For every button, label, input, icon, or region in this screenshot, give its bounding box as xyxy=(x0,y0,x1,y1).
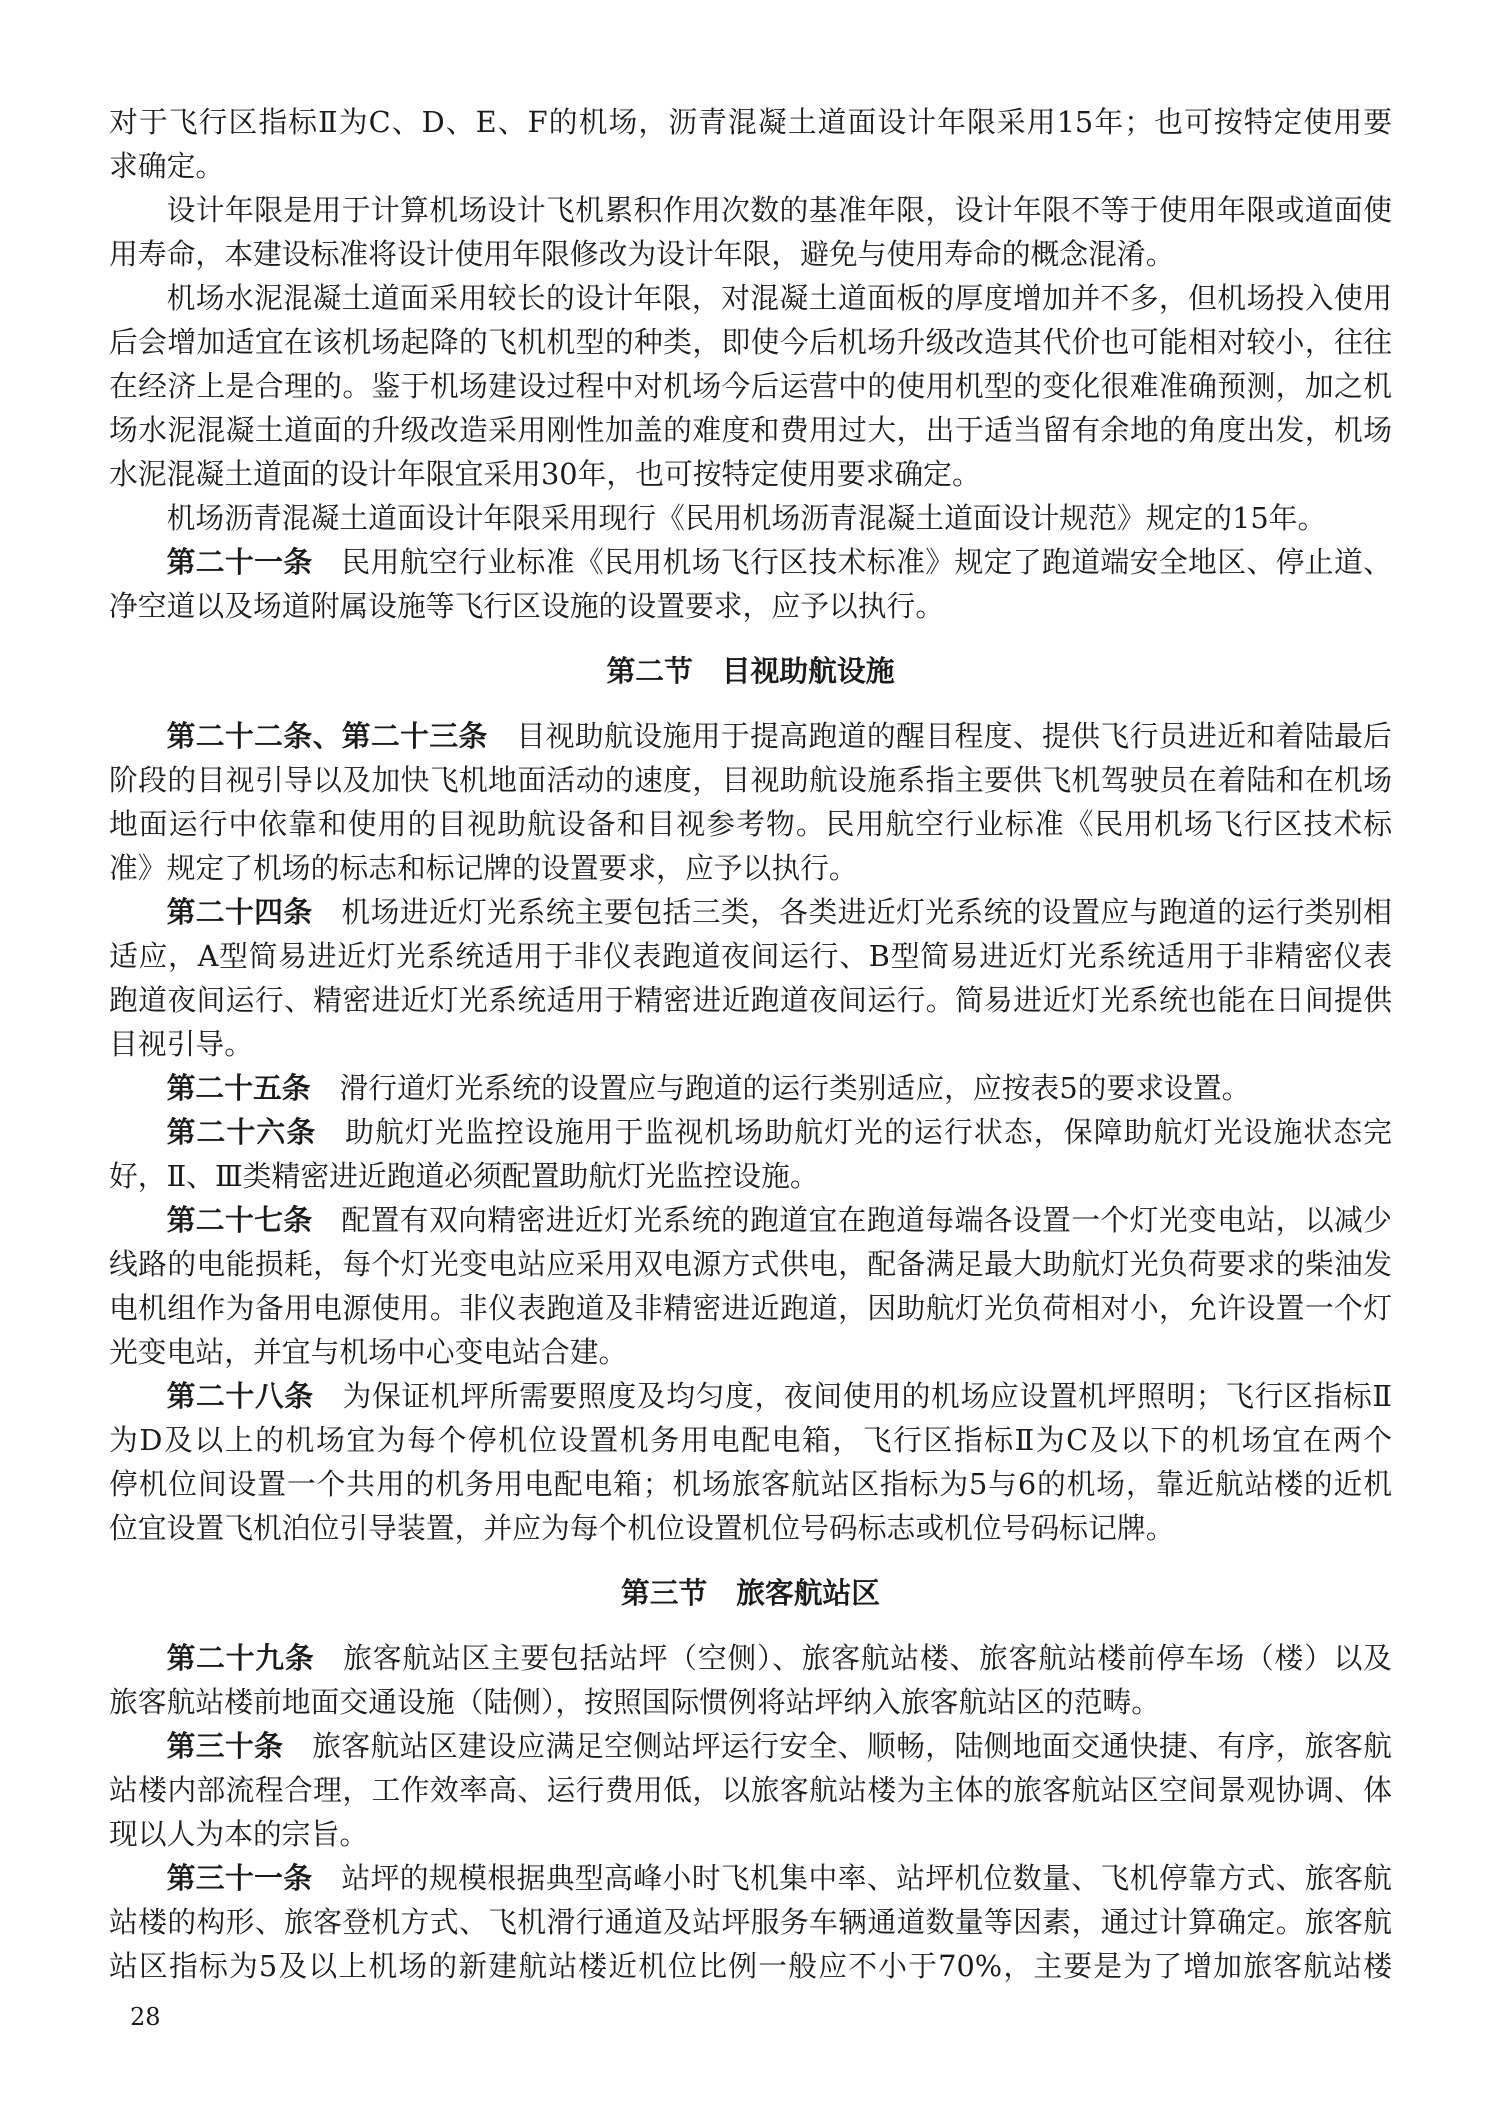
line-text: 在经济上是合理的。鉴于机场建设过程中对机场今后运营中的使用机型的变化很难准确预测，加之机 xyxy=(109,369,1392,403)
text-line xyxy=(109,408,1392,452)
line-text: 滑行道灯光系统的设置应与跑道的运行类别适应，应按表5的要求设置。 xyxy=(339,1071,1251,1105)
line-text: 为D及以上的机场宜为每个停机位设置机务用电配电箱，飞行区指标Ⅱ为C及以下的机场宜在两个 xyxy=(109,1423,1392,1457)
text-line xyxy=(109,452,1392,496)
text-line xyxy=(109,144,1392,188)
line-text: 机场水泥混凝土道面采用较长的设计年限，对混凝土道面板的厚度增加并不多，但机场投入使用 xyxy=(166,281,1392,315)
text-line xyxy=(109,232,1392,276)
text-line xyxy=(109,1110,1392,1154)
section-title: 目视助航设施 xyxy=(721,654,895,688)
text-line xyxy=(109,1242,1392,1286)
text-line xyxy=(109,364,1392,408)
paragraph xyxy=(109,714,1392,890)
text-line xyxy=(109,584,1392,628)
line-text: 跑道夜间运行、精密进近灯光系统适用于精密进近跑道夜间运行。简易进近灯光系统也能在日间提供 xyxy=(109,983,1392,1017)
line-text: 旅客航站楼前地面交通设施（陆侧），按照国际惯例将站坪纳入旅客航站区的范畴。 xyxy=(109,1685,1161,1719)
line-text: 停机位间设置一个共用的机务用电配电箱；机场旅客航站区指标为5与6的机场，靠近航站楼的近机 xyxy=(109,1467,1392,1501)
text-line xyxy=(109,1856,1392,1900)
text-line xyxy=(109,1724,1392,1768)
line-text: 光变电站，并宜与机场中心变电站合建。 xyxy=(109,1335,628,1369)
line-text: 站楼的构形、旅客登机方式、飞机滑行通道及站坪服务车辆通道数量等因素，通过计算确定。旅客航 xyxy=(109,1905,1392,1939)
line-text: 地面运行中依靠和使用的目视助航设备和目视参考物。民用航空行业标准《民用机场飞行区技术标 xyxy=(109,807,1392,841)
line-text: 求确定。 xyxy=(109,149,225,183)
paragraph xyxy=(109,1856,1392,1988)
text-line xyxy=(109,1462,1392,1506)
line-text: 站区指标为5及以上机场的新建航站楼近机位比例一般应不小于70%，主要是为了增加旅客航站楼 xyxy=(109,1949,1392,1983)
page-number: 28 xyxy=(130,2003,161,2031)
article-number: 第二十八条 xyxy=(166,1379,314,1413)
section-number: 第三节 xyxy=(620,1576,708,1610)
text-line xyxy=(109,1812,1392,1856)
text-line xyxy=(109,714,1392,758)
line-text: 设计年限是用于计算机场设计飞机累积作用次数的基准年限，设计年限不等于使用年限或道面使 xyxy=(166,193,1392,227)
line-text: 电机组作为备用电源使用。非仪表跑道及非精密进近跑道，因助航灯光负荷相对小，允许设置一个灯 xyxy=(109,1291,1392,1325)
paragraph xyxy=(109,100,1392,188)
line-text: 后会增加适宜在该机场起降的飞机机型的种类，即使今后机场升级改造其代价也可能相对较小，往往 xyxy=(109,325,1392,359)
text-line xyxy=(109,540,1392,584)
line-text: 目视引导。 xyxy=(109,1027,253,1061)
line-text: 位宜设置飞机泊位引导装置，并应为每个机位设置机位号码标志或机位号码标记牌。 xyxy=(109,1511,1175,1545)
article-number: 第二十九条 xyxy=(166,1641,315,1675)
article-number: 第二十四条 xyxy=(166,895,313,929)
text-line xyxy=(109,1636,1392,1680)
line-text: 站坪的规模根据典型高峰小时飞机集中率、站坪机位数量、飞机停靠方式、旅客航 xyxy=(341,1861,1392,1895)
line-text: 旅客航站区建设应满足空侧站坪运行安全、顺畅，陆侧地面交通快捷、有序，旅客航 xyxy=(312,1729,1392,1763)
section-heading xyxy=(109,649,1392,693)
line-text: 阶段的目视引导以及加快飞机地面活动的速度，目视助航设施系指主要供飞机驾驶员在着陆和在机场 xyxy=(109,763,1392,797)
line-text: 民用航空行业标准《民用机场飞行区技术标准》规定了跑道端安全地区、停止道、 xyxy=(341,545,1392,579)
text-line xyxy=(109,1768,1392,1812)
text-line xyxy=(109,802,1392,846)
text-line xyxy=(109,188,1392,232)
text-line xyxy=(109,1374,1392,1418)
text-line xyxy=(109,1330,1392,1374)
text-line xyxy=(109,1022,1392,1066)
article-number: 第二十六条 xyxy=(166,1115,317,1149)
line-text: 站楼内部流程合理，工作效率高、运行费用低，以旅客航站楼为主体的旅客航站区空间景观协调、体 xyxy=(109,1773,1392,1807)
section-heading xyxy=(109,1571,1392,1615)
line-text: 净空道以及场道附属设施等飞行区设施的设置要求，应予以执行。 xyxy=(109,589,945,623)
line-text: 助航灯光监控设施用于监视机场助航灯光的运行状态，保障助航灯光设施状态完 xyxy=(345,1115,1392,1149)
line-text: 准》规定了机场的标志和标记牌的设置要求，应予以执行。 xyxy=(109,851,858,885)
line-text: 用寿命，本建设标准将设计使用年限修改为设计年限，避免与使用寿命的概念混淆。 xyxy=(109,237,1175,271)
line-text: 好，Ⅱ、Ⅲ类精密进近跑道必须配置助航灯光监控设施。 xyxy=(109,1159,819,1193)
text-line xyxy=(109,890,1392,934)
paragraph xyxy=(109,188,1392,276)
text-line xyxy=(109,1418,1392,1462)
line-text: 现以人为本的宗旨。 xyxy=(109,1817,369,1851)
text-line xyxy=(109,100,1392,144)
paragraph xyxy=(109,1374,1392,1550)
article-number: 第二十七条 xyxy=(166,1203,313,1237)
text-line xyxy=(109,320,1392,364)
text-line xyxy=(109,758,1392,802)
paragraph xyxy=(109,1724,1392,1856)
text-line xyxy=(109,934,1392,978)
line-text: 对于飞行区指标Ⅱ为C、D、E、F的机场，沥青混凝土道面设计年限采用15年；也可按特定使用要 xyxy=(109,105,1392,139)
text-line xyxy=(109,1066,1392,1110)
line-text: 旅客航站区主要包括站坪（空侧）、旅客航站楼、旅客航站楼前停车场（楼）以及 xyxy=(343,1641,1392,1675)
article-number: 第三十一条 xyxy=(166,1861,313,1895)
text-line xyxy=(109,1154,1392,1198)
text-line xyxy=(109,1900,1392,1944)
line-text: 水泥混凝土道面的设计年限宜采用30年，也可按特定使用要求确定。 xyxy=(109,457,981,491)
text-line xyxy=(109,978,1392,1022)
paragraph xyxy=(109,496,1392,540)
text-line xyxy=(109,1680,1392,1724)
text-line xyxy=(109,1944,1392,1988)
paragraph xyxy=(109,540,1392,628)
article-number: 第二十一条 xyxy=(166,545,313,579)
text-line xyxy=(109,1286,1392,1330)
line-text: 适应，A型简易进近灯光系统适用于非仪表跑道夜间运行、B型简易进近灯光系统适用于非精密仪表 xyxy=(109,939,1392,973)
paragraph xyxy=(109,276,1392,496)
article-number: 第三十条 xyxy=(166,1729,284,1763)
document-body xyxy=(109,100,1392,1988)
text-line xyxy=(109,1506,1392,1550)
text-line xyxy=(109,276,1392,320)
paragraph xyxy=(109,890,1392,1066)
section-title: 旅客航站区 xyxy=(736,1576,881,1610)
line-text: 配置有双向精密进近灯光系统的跑道宜在跑道每端各设置一个灯光变电站，以减少 xyxy=(341,1203,1392,1237)
line-text: 场水泥混凝土道面的升级改造采用刚性加盖的难度和费用过大，出于适当留有余地的角度出发，机场 xyxy=(109,413,1392,447)
article-number: 第二十二条、第二十三条 xyxy=(166,719,488,753)
paragraph xyxy=(109,1636,1392,1724)
paragraph xyxy=(109,1066,1392,1110)
section-number: 第二节 xyxy=(606,654,693,688)
line-text: 为保证机坪所需要照度及均匀度，夜间使用的机场应设置机坪照明；飞行区指标Ⅱ xyxy=(342,1379,1392,1413)
line-text: 目视助航设施用于提高跑道的醒目程度、提供飞行员进近和着陆最后 xyxy=(516,719,1392,753)
text-line xyxy=(109,496,1392,540)
paragraph xyxy=(109,1198,1392,1374)
paragraph xyxy=(109,1110,1392,1198)
line-text: 机场沥青混凝土道面设计年限采用现行《民用机场沥青混凝土道面设计规范》规定的15年。 xyxy=(166,501,1327,535)
line-text: 线路的电能损耗，每个灯光变电站应采用双电源方式供电，配备满足最大助航灯光负荷要求的柴油发 xyxy=(109,1247,1392,1281)
line-text: 机场进近灯光系统主要包括三类，各类进近灯光系统的设置应与跑道的运行类别相 xyxy=(341,895,1392,929)
text-line xyxy=(109,1198,1392,1242)
text-line xyxy=(109,846,1392,890)
article-number: 第二十五条 xyxy=(166,1071,311,1105)
